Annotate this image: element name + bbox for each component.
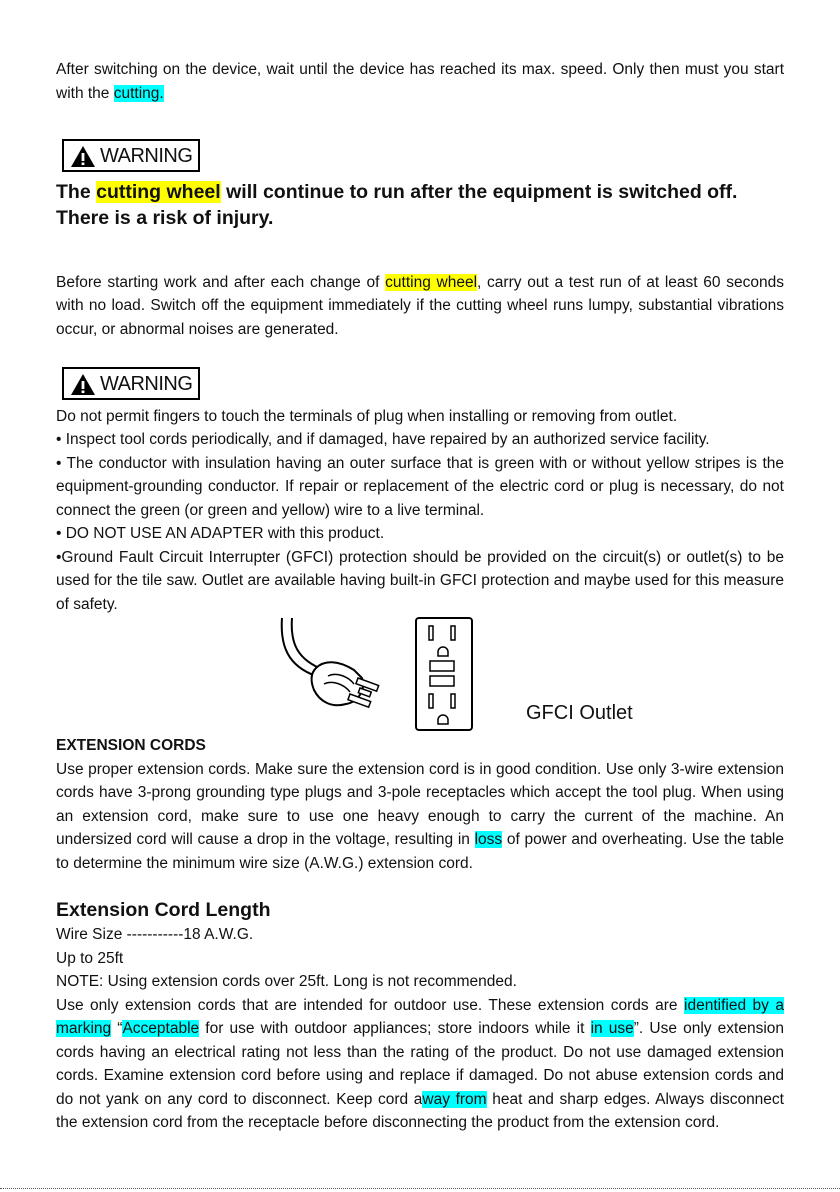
warning-label: WARNING [100,373,193,395]
outdoor-text: Use only extension cords that are intended for outdoor use. These extension cords are [56,996,685,1014]
warning-badge [62,139,200,172]
intro-paragraph [56,58,784,105]
warning-heading-highlight: cutting wheel [96,180,221,203]
warning-2-line: •Ground Fault Circuit Interrupter (GFCI) protection should be provided on the circuit(s) or outlet(s) to be used for the tile saw. Outlet are available having built-in GFCI protection and maybe used for this measure of safety. [56,548,784,613]
outdoor-text: for use with outdoor appliances; store indoors while it [199,1020,591,1037]
extension-cords-text: Use proper extension cords. Make sure the extension cord is in good condition. Use only 3-wire extension cords have 3-prong grounding type plugs and 3-pole receptacles which accept the tool plug. When using an extension cord, make sure to use one heavy enough to carry the current of the machine. An undersized cord will cause a drop in the voltage, resulting in [56,760,784,848]
acceptable-highlight: Acceptable [122,1020,200,1037]
note-line: NOTE: Using extension cords over 25ft. Long is not recommended. [56,973,517,990]
up-to-line: Up to 25ft [56,949,124,967]
outdoor-text: ”. Use only extension cords having an electrical rating not less than the rating of the product. Do not use damaged extension cords. Examine extension cord before using and replace if damaged. Do not abuse extension cords and do not yank on any cord to disconnect. Keep cord a [56,1020,785,1108]
warning-label: WARNING [100,145,193,167]
warning-triangle-icon [70,145,96,168]
warning-2-line: Do not permit fingers to touch the terminals of plug when installing or removing from outlet. [56,407,678,425]
away-from-highlight: way from [422,1090,487,1108]
three-prong-plug-icon [276,616,396,734]
warning-block-1 [56,139,784,173]
gfci-outlet-icon [414,616,474,732]
warning-heading-text: The [56,180,97,203]
gfci-outlet-label: GFCI Outlet [526,702,633,724]
identified-highlight: identified by a marking [56,996,784,1037]
intro-highlight: cutting. [113,84,164,102]
warning-2-text [56,405,784,617]
warning-heading [56,179,784,231]
test-run-text-2: , carry out a test run of at least 60 seconds with no load. Switch off the equipment immediately if the cutting wheel runs lumpy, substantial vibrations occur, or abnormal noises are generated. [56,273,784,338]
test-run-highlight: cutting wheel [385,273,478,291]
cord-length-heading: Extension Cord Length [56,899,271,921]
outdoor-text: heat and sharp edges. Always disconnect the extension cord from the receptacle before disconnecting the product from the extension cord. [56,1090,784,1131]
outdoor-text: “ [111,1020,123,1037]
warning-2-line: • DO NOT USE AN ADAPTER with this product. [56,525,385,542]
extension-cords-heading: EXTENSION CORDS [56,737,206,754]
loss-highlight: loss [474,831,503,848]
warning-triangle-icon [70,373,96,396]
test-run-text: Before starting work and after each change of [56,273,386,291]
wire-size-line: Wire Size -----------18 A.W.G. [56,926,254,943]
in-use-highlight: in use [590,1020,634,1037]
extension-cords-text-2: of power and overheating. Use the table to determine the minimum wire size (A.W.G.) extension cord. [56,831,784,872]
warning-2-line: • The conductor with insulation having an outer surface that is green with or without yellow stripes is the equipment-grounding conductor. If repair or replacement of the electric cord or plug is necessary, do not connect the green (or green and yellow) wire to a live terminal. [56,454,784,519]
intro-text: After switching on the device, wait until the device has reached its max. speed. Only then must you start with the [56,61,784,102]
warning-heading-line2: There is a risk of injury. [56,206,274,229]
warning-badge-2 [62,367,200,400]
extension-cords-paragraph [56,758,784,876]
manual-page [56,58,784,1135]
outdoor-use-paragraph [56,994,784,1135]
warning-block-2 [56,367,784,401]
test-run-paragraph [56,271,784,342]
plug-outlet-figure [56,616,784,734]
page-bottom-rule [0,1188,840,1189]
warning-2-line: • Inspect tool cords periodically, and if damaged, have repaired by an authorized service facility. [56,431,710,448]
warning-heading-text-2: will continue to run after the equipment is switched off. [220,180,738,203]
